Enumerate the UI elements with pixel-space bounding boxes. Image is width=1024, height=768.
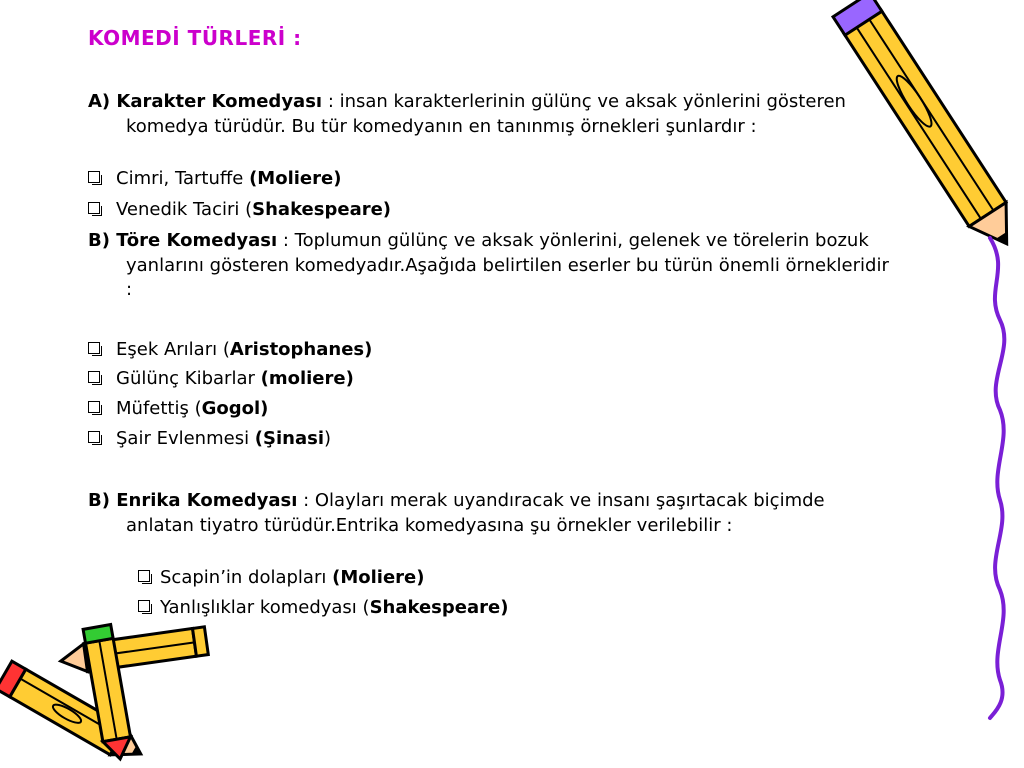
checkbox-bullet-icon	[88, 171, 100, 183]
list-item-author: Aristophanes)	[229, 339, 373, 360]
section-a-paragraph	[88, 90, 896, 139]
list-item-text: Venedik Taciri (	[116, 199, 253, 220]
section-c-label: B) Enrika Komedyası	[88, 490, 298, 511]
checkbox-bullet-icon	[88, 371, 100, 383]
section-b-paragraph	[88, 229, 896, 303]
list-item-author: Shakespeare)	[252, 199, 392, 220]
list-item-author: (moliere)	[260, 368, 354, 389]
list-item-text: Cimri, Tartuffe	[116, 168, 250, 189]
list-item	[88, 338, 372, 362]
list-item-text: Yanlışlıklar komedyası (	[160, 597, 370, 618]
section-c-text: : Olayları merak uyandıracak ve insanı şaşırtacak biçimde anlatan tiyatro türüdür.Entrika komedyasına şu örnekler verilebilir :	[126, 490, 825, 536]
list-item-text: Şair Evlenmesi	[116, 428, 255, 449]
list-item-author: (Moliere)	[249, 168, 342, 189]
list-item	[138, 566, 424, 590]
list-item	[138, 596, 508, 620]
list-item-author: (Şinasi	[254, 428, 325, 449]
list-item	[88, 167, 341, 191]
section-c-paragraph	[88, 489, 896, 538]
checkbox-bullet-icon	[88, 431, 100, 443]
slide-title: KOMEDİ TÜRLERİ :	[88, 26, 302, 50]
list-item	[88, 198, 391, 222]
section-b-label: B) Töre Komedyası	[88, 230, 278, 251]
checkbox-bullet-icon	[138, 600, 150, 612]
list-item-text: Gülünç Kibarlar	[116, 368, 261, 389]
list-item	[88, 427, 331, 451]
list-item-text: Eşek Arıları (	[116, 339, 230, 360]
section-a-text: : insan karakterlerinin gülünç ve aksak yönlerini gösteren komedya türüdür. Bu tür komedyanın en tanınmış örnekleri şunlardır :	[126, 91, 846, 137]
checkbox-bullet-icon	[88, 202, 100, 214]
list-item-author: Shakespeare)	[369, 597, 509, 618]
list-item-suffix: )	[324, 428, 332, 449]
list-item-author: (Moliere)	[332, 567, 425, 588]
pencil-icon	[59, 627, 208, 675]
checkbox-bullet-icon	[88, 401, 100, 413]
list-item	[88, 397, 268, 421]
section-b-text: : Toplumun gülünç ve aksak yönlerini, gelenek ve törelerin bozuk yanlarını gösteren komedyadır.Aşağıda belirtilen eserler bu türün önemli örnekleridir :	[126, 230, 889, 300]
checkbox-bullet-icon	[138, 570, 150, 582]
list-item-author: Gogol)	[201, 398, 269, 419]
checkbox-bullet-icon	[88, 342, 100, 354]
section-a-label: A) Karakter Komedyası	[88, 91, 323, 112]
list-item-text: Müfettiş (	[116, 398, 202, 419]
list-item	[88, 367, 354, 391]
list-item-text: Scapin’in dolapları	[160, 567, 333, 588]
squiggle-line	[990, 238, 1004, 718]
